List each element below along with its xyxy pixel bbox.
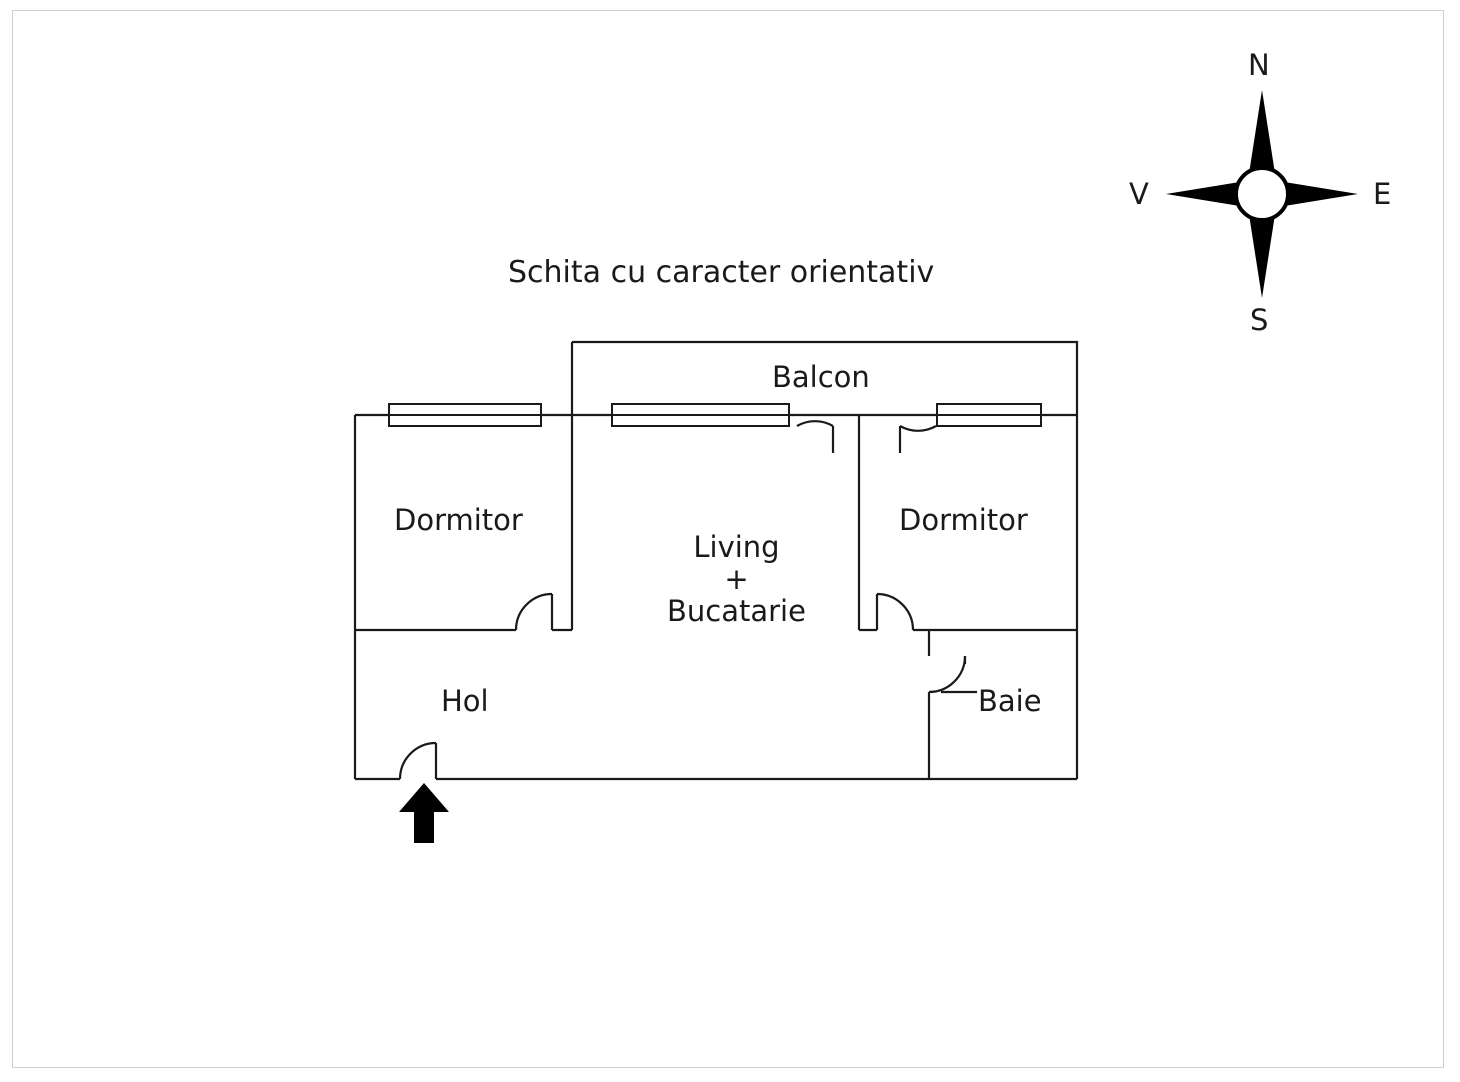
compass-label-east: E [1373, 177, 1392, 211]
room-label-living-line1: Living [693, 530, 780, 564]
room-label-baie: Baie [978, 684, 1042, 718]
room-label-balcon: Balcon [772, 360, 870, 394]
windows [389, 404, 1041, 426]
room-label-living-line3: Bucatarie [667, 593, 806, 628]
compass-label-west: V [1129, 177, 1149, 211]
drawing-title: Schita cu caracter orientativ [508, 255, 935, 290]
room-label-dormitor-right: Dormitor [899, 503, 1028, 537]
room-label-hol: Hol [441, 684, 489, 718]
room-label-living-bucatarie [667, 532, 806, 628]
compass-label-north: N [1248, 48, 1270, 82]
entrance-arrow-icon [399, 783, 449, 843]
compass-label-south: S [1250, 303, 1269, 337]
compass-rose-icon [1166, 90, 1358, 298]
room-label-living-plus: + [724, 561, 749, 596]
room-label-dormitor-left: Dormitor [394, 503, 523, 537]
